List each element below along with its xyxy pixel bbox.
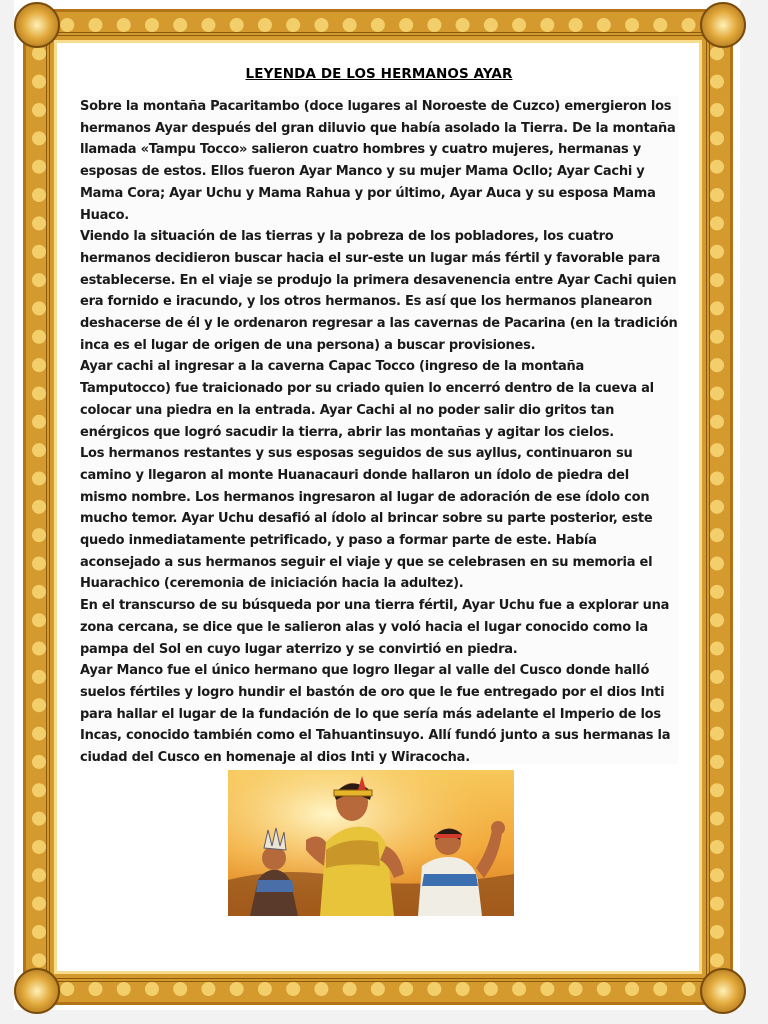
- frame-corner-ornament-icon: [14, 2, 60, 48]
- document-title: LEYENDA DE LOS HERMANOS AYAR: [245, 66, 513, 82]
- paragraph-ayar-manco: Ayar Manco fue el único hermano que logro llegar al valle del Cusco donde halló suelos fértiles y logro hundir el bastón de oro que le fue entregado por el dios Inti para hallar el lugar de la fundación de lo que sería más adelante el Imperio de los Incas, conocido también como el Tahuantinsuyo. Allí fundó junto a sus hermanas la ciudad del Cusco en homenaje al dios Inti y Wiracocha.: [80, 663, 671, 766]
- paragraph-origin: Sobre la montaña Pacaritambo (doce lugares al Noroeste de Cuzco) emergieron los hermanos Ayar después del gran diluvio que había asolado la Tierra. De la montaña llamada «Tampu Tocco» salieron cuatro hombres y cuatro mujeres, hermanas y esposas de estos. Ellos fueron Ayar Manco y su mujer Mama Ocllo; Ayar Cachi y Mama Cora; Ayar Uchu y Mama Rahua y por último, Ayar Auca y su esposa Mama Huaco.: [80, 99, 676, 223]
- frame-corner-ornament-icon: [700, 2, 746, 48]
- frame-corner-ornament-icon: [700, 968, 746, 1014]
- paragraph-journey: Viendo la situación de las tierras y la pobreza de los pobladores, los cuatro hermanos decidieron buscar hacia el sur-este un lugar más fértil y favorable para establecerse. En el viaje se produjo la primera desavenencia entre Ayar Cachi quien era fornido e iracundo, y los otros hermanos. Es así que los hermanos planearon deshacerse de él y le ordenaron regresar a las cavernas de Pacarina (en la tradición inca es el lugar de origen de una persona) a buscar provisiones.: [80, 229, 678, 353]
- inca-warriors-illustration: [228, 770, 514, 916]
- frame-corner-ornament-icon: [14, 968, 60, 1014]
- document-body: [80, 96, 678, 764]
- paragraph-ayar-uchu: En el transcurso de su búsqueda por una tierra fértil, Ayar Uchu fue a explorar una zona cercana, se dice que le salieron alas y voló hacia el lugar conocido como la pampa del Sol en cuyo lugar aterrizo y se convirtió en piedra.: [80, 598, 670, 657]
- paragraph-ayar-cachi: Ayar cachi al ingresar a la caverna Capac Tocco (ingreso de la montaña Tamputocco) fue traicionado por su criado quien lo encerró dentro de la cueva al colocar una piedra en la entrada. Ayar Cachi al no poder salir dio gritos tan enérgicos que logró sacudir la tierra, abrir las montañas y agitar los cielos.: [80, 359, 654, 440]
- paragraph-huanacauri: Los hermanos restantes y sus esposas seguidos de sus ayllus, continuaron su camino y llegaron al monte Huanacauri donde hallaron un ídolo de piedra del mismo nombre. Los hermanos ingresaron al lugar de adoración de ese ídolo con mucho temor. Ayar Uchu desafió al ídolo al brincar sobre su parte posterior, este quedo inmediatamente petrificado, y paso a formar parte de este. Había aconsejado a sus hermanos seguir el viaje y que se celebrasen en su memoria el Huarachico (ceremonia de iniciación hacia la adultez).: [80, 446, 653, 592]
